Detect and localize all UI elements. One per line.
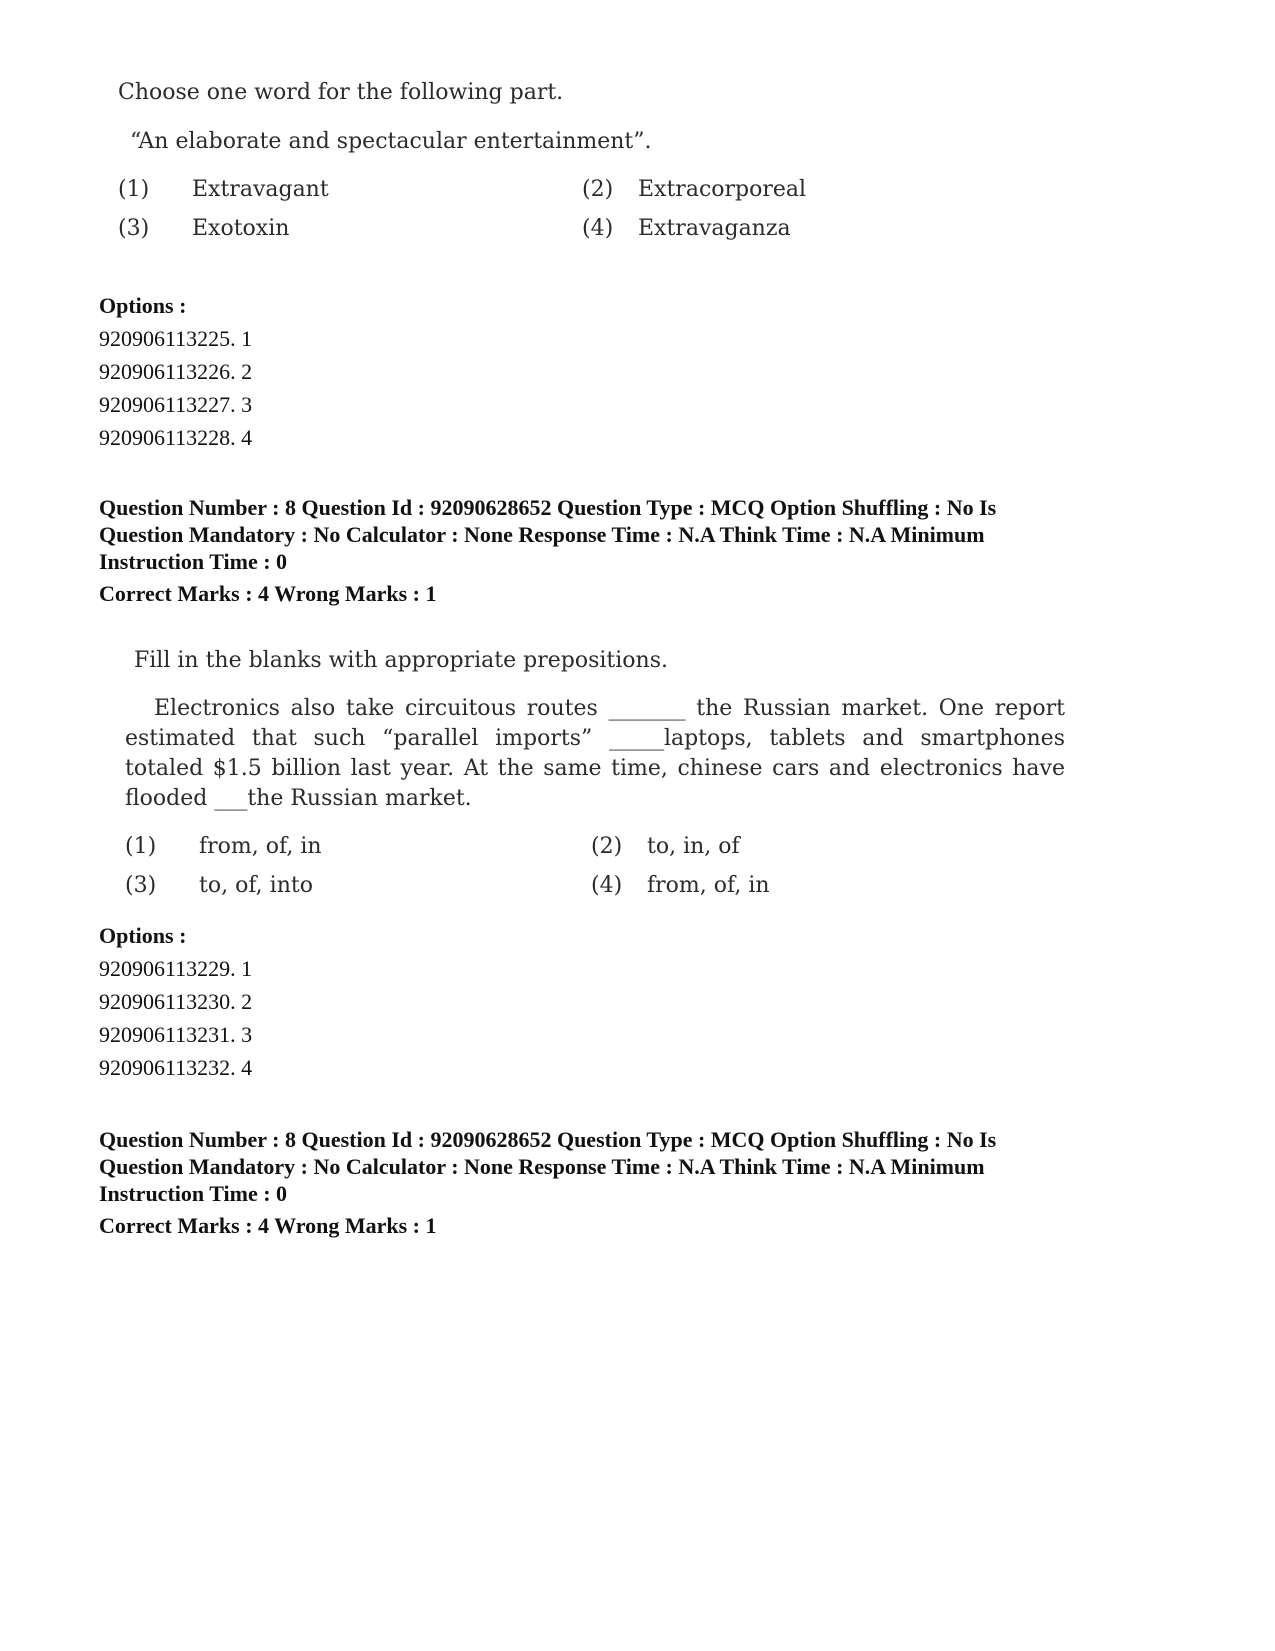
meta-line: Question Number : 8 Question Id : 92090628652 Question Type : MCQ Option Shuffling : No Is (99, 495, 997, 520)
options-heading: Options : (99, 293, 187, 318)
choice-number: (2) (591, 834, 623, 859)
choice-text: Extravagant (192, 177, 329, 202)
option-item: 920906113226. 2 (99, 359, 253, 384)
question-1-choices (118, 175, 878, 244)
option-item: 920906113231. 3 (99, 1022, 253, 1047)
meta-line: Question Number : 8 Question Id : 92090628652 Question Type : MCQ Option Shuffling : No Is (99, 1127, 997, 1152)
options-list-2 (99, 919, 252, 1084)
question-2-image (125, 646, 1115, 901)
question-1-prompt: Choose one word for the following part. (118, 80, 564, 105)
question-1-stem: “An elaborate and spectacular entertainment”. (130, 129, 652, 154)
options-list-1 (99, 289, 252, 454)
question-meta-2 (99, 1126, 1179, 1239)
choice-text: to, in, of (647, 834, 740, 859)
option-item: 920906113227. 3 (99, 392, 253, 417)
question-meta-1 (99, 494, 1179, 607)
option-item: 920906113229. 1 (99, 956, 253, 981)
choice-text: from, of, in (199, 834, 322, 859)
choice-text: to, of, into (199, 873, 313, 898)
choice-number: (4) (591, 873, 623, 898)
choice-number: (1) (118, 177, 150, 202)
choice-number: (1) (125, 834, 157, 859)
meta-line: Question Mandatory : No Calculator : None Response Time : N.A Think Time : N.A Minimum (99, 522, 985, 547)
marks-line: Correct Marks : 4 Wrong Marks : 1 (99, 1213, 437, 1238)
choice-number: (3) (118, 216, 150, 241)
question-2-choices (125, 832, 1115, 901)
meta-line: Question Mandatory : No Calculator : None Response Time : N.A Think Time : N.A Minimum (99, 1154, 985, 1179)
choice-number: (3) (125, 873, 157, 898)
choice-text: Exotoxin (192, 216, 290, 241)
option-item: 920906113232. 4 (99, 1055, 253, 1080)
choice-text: Extravaganza (638, 216, 791, 241)
choice-number: (2) (582, 177, 614, 202)
choice-number: (4) (582, 216, 614, 241)
question-2-prompt: Fill in the blanks with appropriate prepositions. (134, 648, 668, 673)
choice-text: from, of, in (647, 873, 770, 898)
option-item: 920906113225. 1 (99, 326, 253, 351)
meta-line: Instruction Time : 0 (99, 549, 288, 574)
option-item: 920906113230. 2 (99, 989, 253, 1014)
question-2-passage: Electronics also take circuitous routes _______ the Russian market. One report estimated that such “parallel imports” _____laptops, tablets and smartphones totaled $1.5 billion last year. At the same time, chinese cars and electronics have flooded ___the Russian market. (125, 696, 1065, 811)
meta-line: Instruction Time : 0 (99, 1181, 288, 1206)
marks-line: Correct Marks : 4 Wrong Marks : 1 (99, 581, 437, 606)
options-heading: Options : (99, 923, 187, 948)
option-item: 920906113228. 4 (99, 425, 253, 450)
question-1-image (118, 78, 878, 244)
choice-text: Extracorporeal (638, 177, 807, 202)
